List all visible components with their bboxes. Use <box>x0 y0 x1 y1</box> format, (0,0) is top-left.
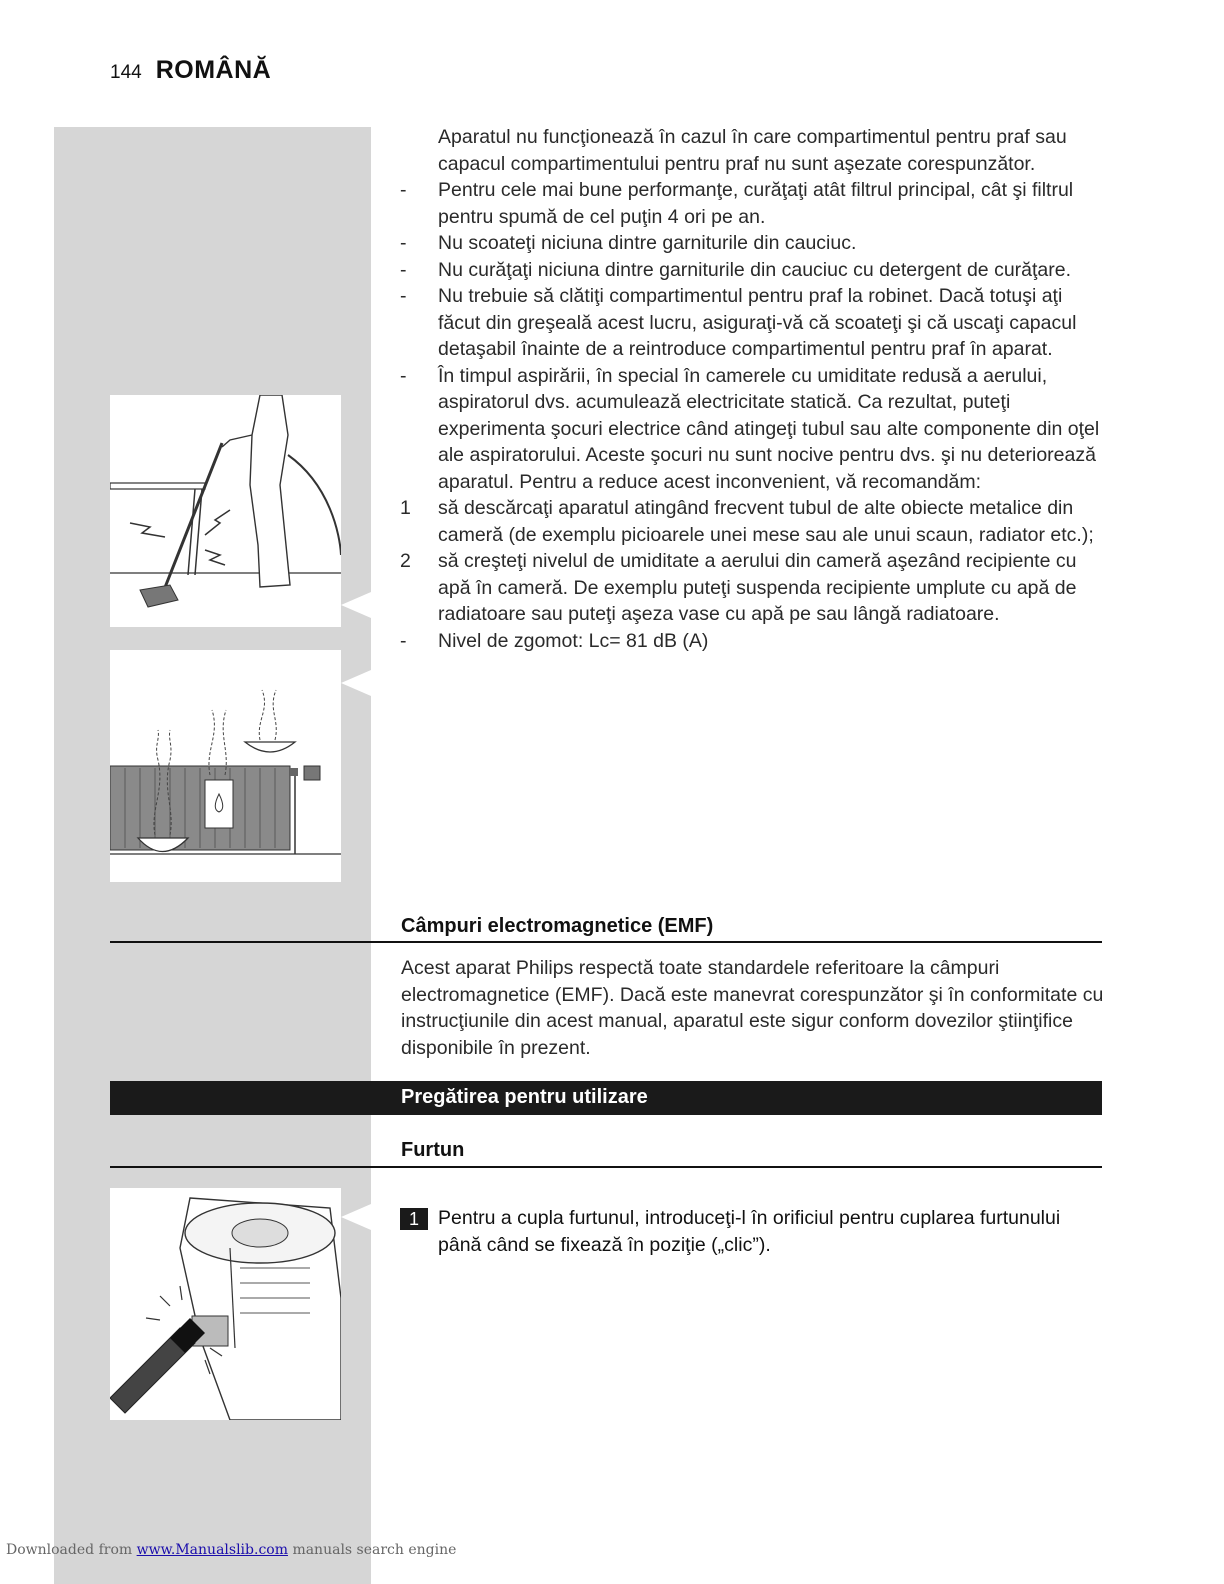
figure-pointer <box>341 1204 371 1230</box>
figure-pointer <box>341 670 371 696</box>
humidity-illustration <box>110 650 341 882</box>
manualslib-link[interactable]: www.Manualslib.com <box>136 1542 288 1558</box>
hose-coupling-illustration <box>110 1188 341 1420</box>
preparation-heading: Pregătirea pentru utilizare <box>401 1086 648 1108</box>
list-item: 1 să descărcaţi aparatul atingând frecvent tubul de alte obiecte metalice din cameră (de exemplu picioarele unei mese sau ale unui scaun, radiator etc.); <box>400 497 1094 546</box>
hose-click-icon <box>110 1188 341 1420</box>
warning-continuation: Aparatul nu funcţionează în cazul în care compartimentul pentru praf sau capacul compartimentului pentru praf nu sunt aşezate corespunzător. <box>438 126 1067 175</box>
list-item <box>400 124 1105 177</box>
emf-heading: Câmpuri electromagnetice (EMF) <box>401 915 714 937</box>
vacuum-person-icon <box>110 395 341 627</box>
step-text: Pentru a cupla furtunul, introduceţi-l în orificiul pentru cuplarea furtunului până când se fixează în poziţie („clic”). <box>438 1207 1061 1256</box>
list-item: - Nu trebuie să clătiţi compartimentul pentru praf la robinet. Dacă totuşi aţi făcut din greşeală acest lucru, asiguraţi-vă că scoateţi şi că uscaţi capacul detaşabil înainte de a reintroduce compartimentul pentru praf în aparat. <box>400 285 1077 360</box>
page-header <box>110 56 271 85</box>
list-item: - Nu scoateţi niciuna dintre garniturile din cauciuc. <box>400 232 857 254</box>
list-item: - Nu curăţaţi niciuna dintre garniturile din cauciuc cu detergent de curăţare. <box>400 258 1072 281</box>
warnings-list <box>400 124 1105 654</box>
section-divider <box>110 941 1102 943</box>
language-title: ROMÂNĂ <box>155 56 272 84</box>
step-number-badge: 1 <box>400 1208 428 1230</box>
emf-paragraph: Acest aparat Philips respectă toate standardele referitoare la câmpuri electromagnetice (EMF). Dacă este manevrat corespunzător şi în conformitate cu instrucţiunile din acest manual, aparatul este sigur conform dovezilor ştiinţifice disponibile în prezent. <box>401 957 1104 1059</box>
list-item: 2 să creşteţi nivelul de umiditate a aerului din cameră aşezând recipiente cu apă în cameră. De exemplu puteţi suspenda recipiente umplute cu apă de radiatoare sau puteţi aşeza vase cu apă pe sau lângă radiatoare. <box>400 550 1077 625</box>
hose-heading: Furtun <box>401 1139 465 1161</box>
static-shock-illustration <box>110 395 341 627</box>
preparation-heading-bar <box>110 1081 1102 1115</box>
section-divider <box>110 1166 1102 1168</box>
page-number: 144 <box>110 62 142 83</box>
instruction-step <box>400 1205 1105 1258</box>
radiator-water-icon <box>110 650 341 882</box>
figure-pointer <box>341 592 371 618</box>
download-footer: Downloaded from www.Manualslib.com manuals search engine <box>6 1542 457 1558</box>
list-item: - În timpul aspirării, în special în camerele cu umiditate redusă a aerului, aspiratorul dvs. acumulează electricitate statică. Ca rezultat, puteţi experimenta şocuri electrice când atingeţi tubul sau alte componente din oţel ale aspiratorului. Aceste şocuri nu sunt nocive pentru dvs. şi nu deteriorează aparatul. Pentru a reduce acest inconvenient, vă recomandăm: <box>400 364 1100 493</box>
list-item: - Pentru cele mai bune performanţe, curăţaţi atât filtrul principal, cât şi filtrul pentru spumă de cel puţin 4 ori pe an. <box>400 179 1074 228</box>
list-item: - Nivel de zgomot: Lc= 81 dB (A) <box>400 629 709 652</box>
